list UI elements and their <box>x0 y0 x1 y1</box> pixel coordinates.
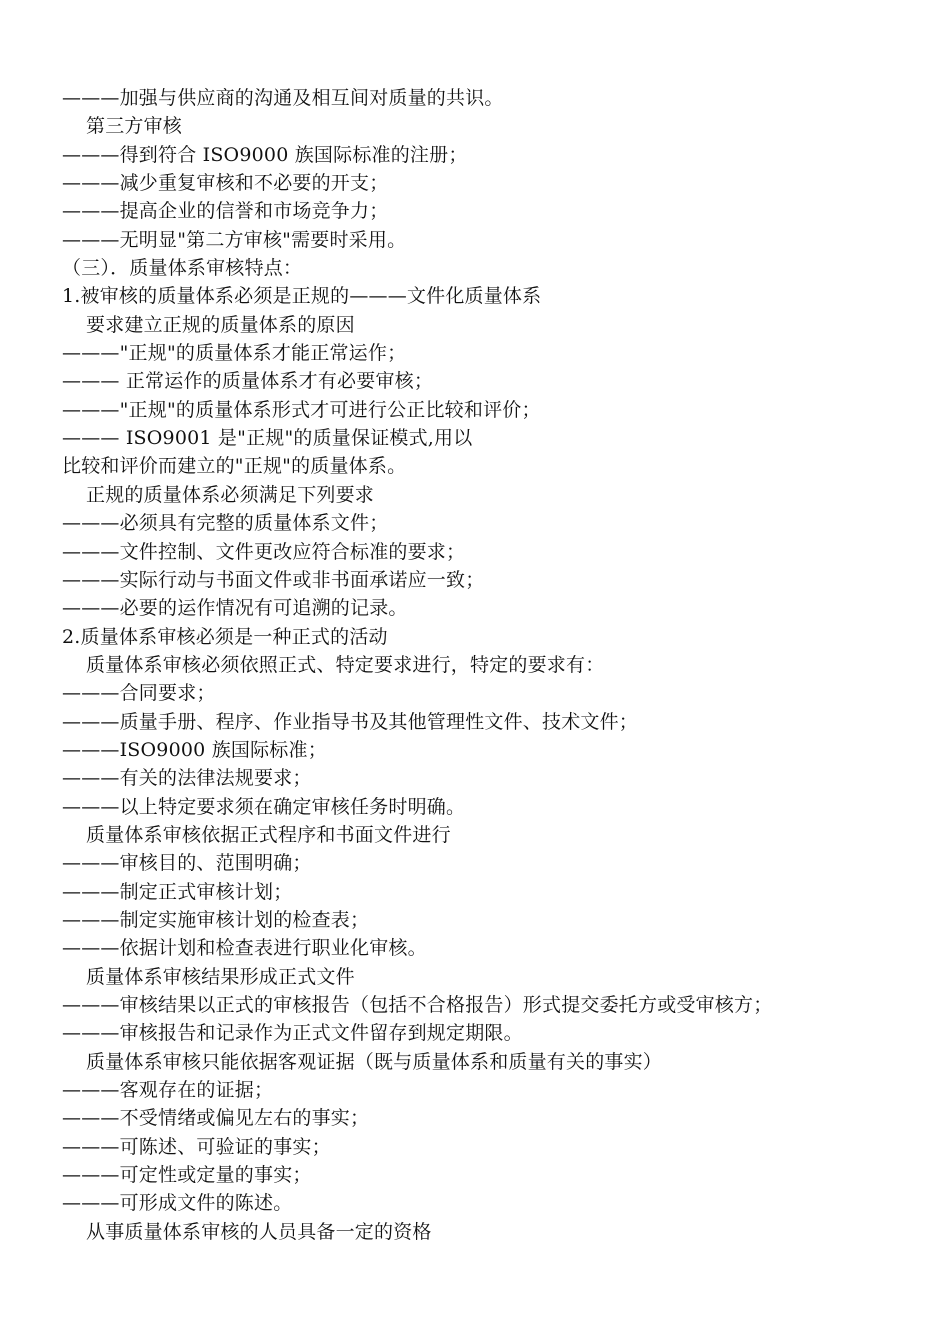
text-line: ———"正规"的质量体系才能正常运作； <box>62 342 407 365</box>
text-line: ———实际行动与书面文件或非书面承诺应一致； <box>62 568 485 591</box>
text-line: ———制定实施审核计划的检查表； <box>62 908 370 931</box>
text-line: ———"正规"的质量体系形式才可进行公正比较和评价； <box>62 398 541 421</box>
text-line: ———必要的运作情况有可追溯的记录。 <box>62 597 408 620</box>
text-line: 比较和评价而建立的"正规"的质量体系。 <box>62 455 407 478</box>
text-line: ———审核目的、范围明确； <box>62 852 312 875</box>
text-line: ———可形成文件的陈述。 <box>62 1192 293 1215</box>
text-line: ———可定性或定量的事实； <box>62 1164 312 1187</box>
text-line: ———无明显"第二方审核"需要时采用。 <box>62 228 407 251</box>
text-line: 1.被审核的质量体系必须是正规的———文件化质量体系 <box>62 285 542 308</box>
section-heading-line: 质量体系审核必须依照正式、特定要求进行，特定的要求有： <box>86 653 605 676</box>
document-body <box>62 84 922 1246</box>
text-line: ———依据计划和检查表进行职业化审核。 <box>62 937 427 960</box>
text-line: ———审核报告和记录作为正式文件留存到规定期限。 <box>62 1022 523 1045</box>
text-line: ———质量手册、程序、作业指导书及其他管理性文件、技术文件； <box>62 710 639 733</box>
text-line: ———加强与供应商的沟通及相互间对质量的共识。 <box>62 87 504 109</box>
text-line: ———制定正式审核计划； <box>62 880 293 903</box>
section-heading-line: 正规的质量体系必须满足下列要求 <box>86 483 375 506</box>
text-line: ——— ISO9001 是"正规"的质量保证模式,用以 <box>62 427 473 450</box>
section-heading-line: 质量体系审核只能依据客观证据（既与质量体系和质量有关的事实） <box>86 1050 663 1073</box>
text-line: ———减少重复审核和不必要的开支； <box>62 172 389 195</box>
text-line: ———审核结果以正式的审核报告（包括不合格报告）形式提交委托方或受审核方； <box>62 994 773 1016</box>
text-line: 2.质量体系审核必须是一种正式的活动 <box>62 625 388 648</box>
text-line: ———合同要求； <box>62 682 216 705</box>
section-heading-line: 要求建立正规的质量体系的原因 <box>86 313 355 336</box>
section-heading-line: 质量体系审核依据正式程序和书面文件进行 <box>86 823 451 846</box>
text-line: ———必须具有完整的质量体系文件； <box>62 512 389 535</box>
text-line: ———ISO9000 族国际标准； <box>62 738 327 761</box>
text-line: ——— 正常运作的质量体系才有必要审核； <box>62 370 434 393</box>
text-line: ———以上特定要求须在确定审核任务时明确。 <box>62 795 466 818</box>
text-line: （三）．质量体系审核特点： <box>62 257 303 280</box>
text-line: ———得到符合 ISO9000 族国际标准的注册； <box>62 143 468 166</box>
text-line: ———提高企业的信誉和市场竞争力； <box>62 200 389 223</box>
text-line: ———不受情绪或偏见左右的事实； <box>62 1107 370 1130</box>
text-line: ———客观存在的证据； <box>62 1079 274 1102</box>
text-line: ———可陈述、可验证的事实； <box>62 1135 331 1158</box>
text-line: ———有关的法律法规要求； <box>62 767 312 790</box>
section-heading-line: 从事质量体系审核的人员具备一定的资格 <box>86 1220 432 1243</box>
section-heading-line: 第三方审核 <box>86 115 183 138</box>
text-line: ———文件控制、文件更改应符合标准的要求； <box>62 540 466 563</box>
section-heading-line: 质量体系审核结果形成正式文件 <box>86 965 355 988</box>
